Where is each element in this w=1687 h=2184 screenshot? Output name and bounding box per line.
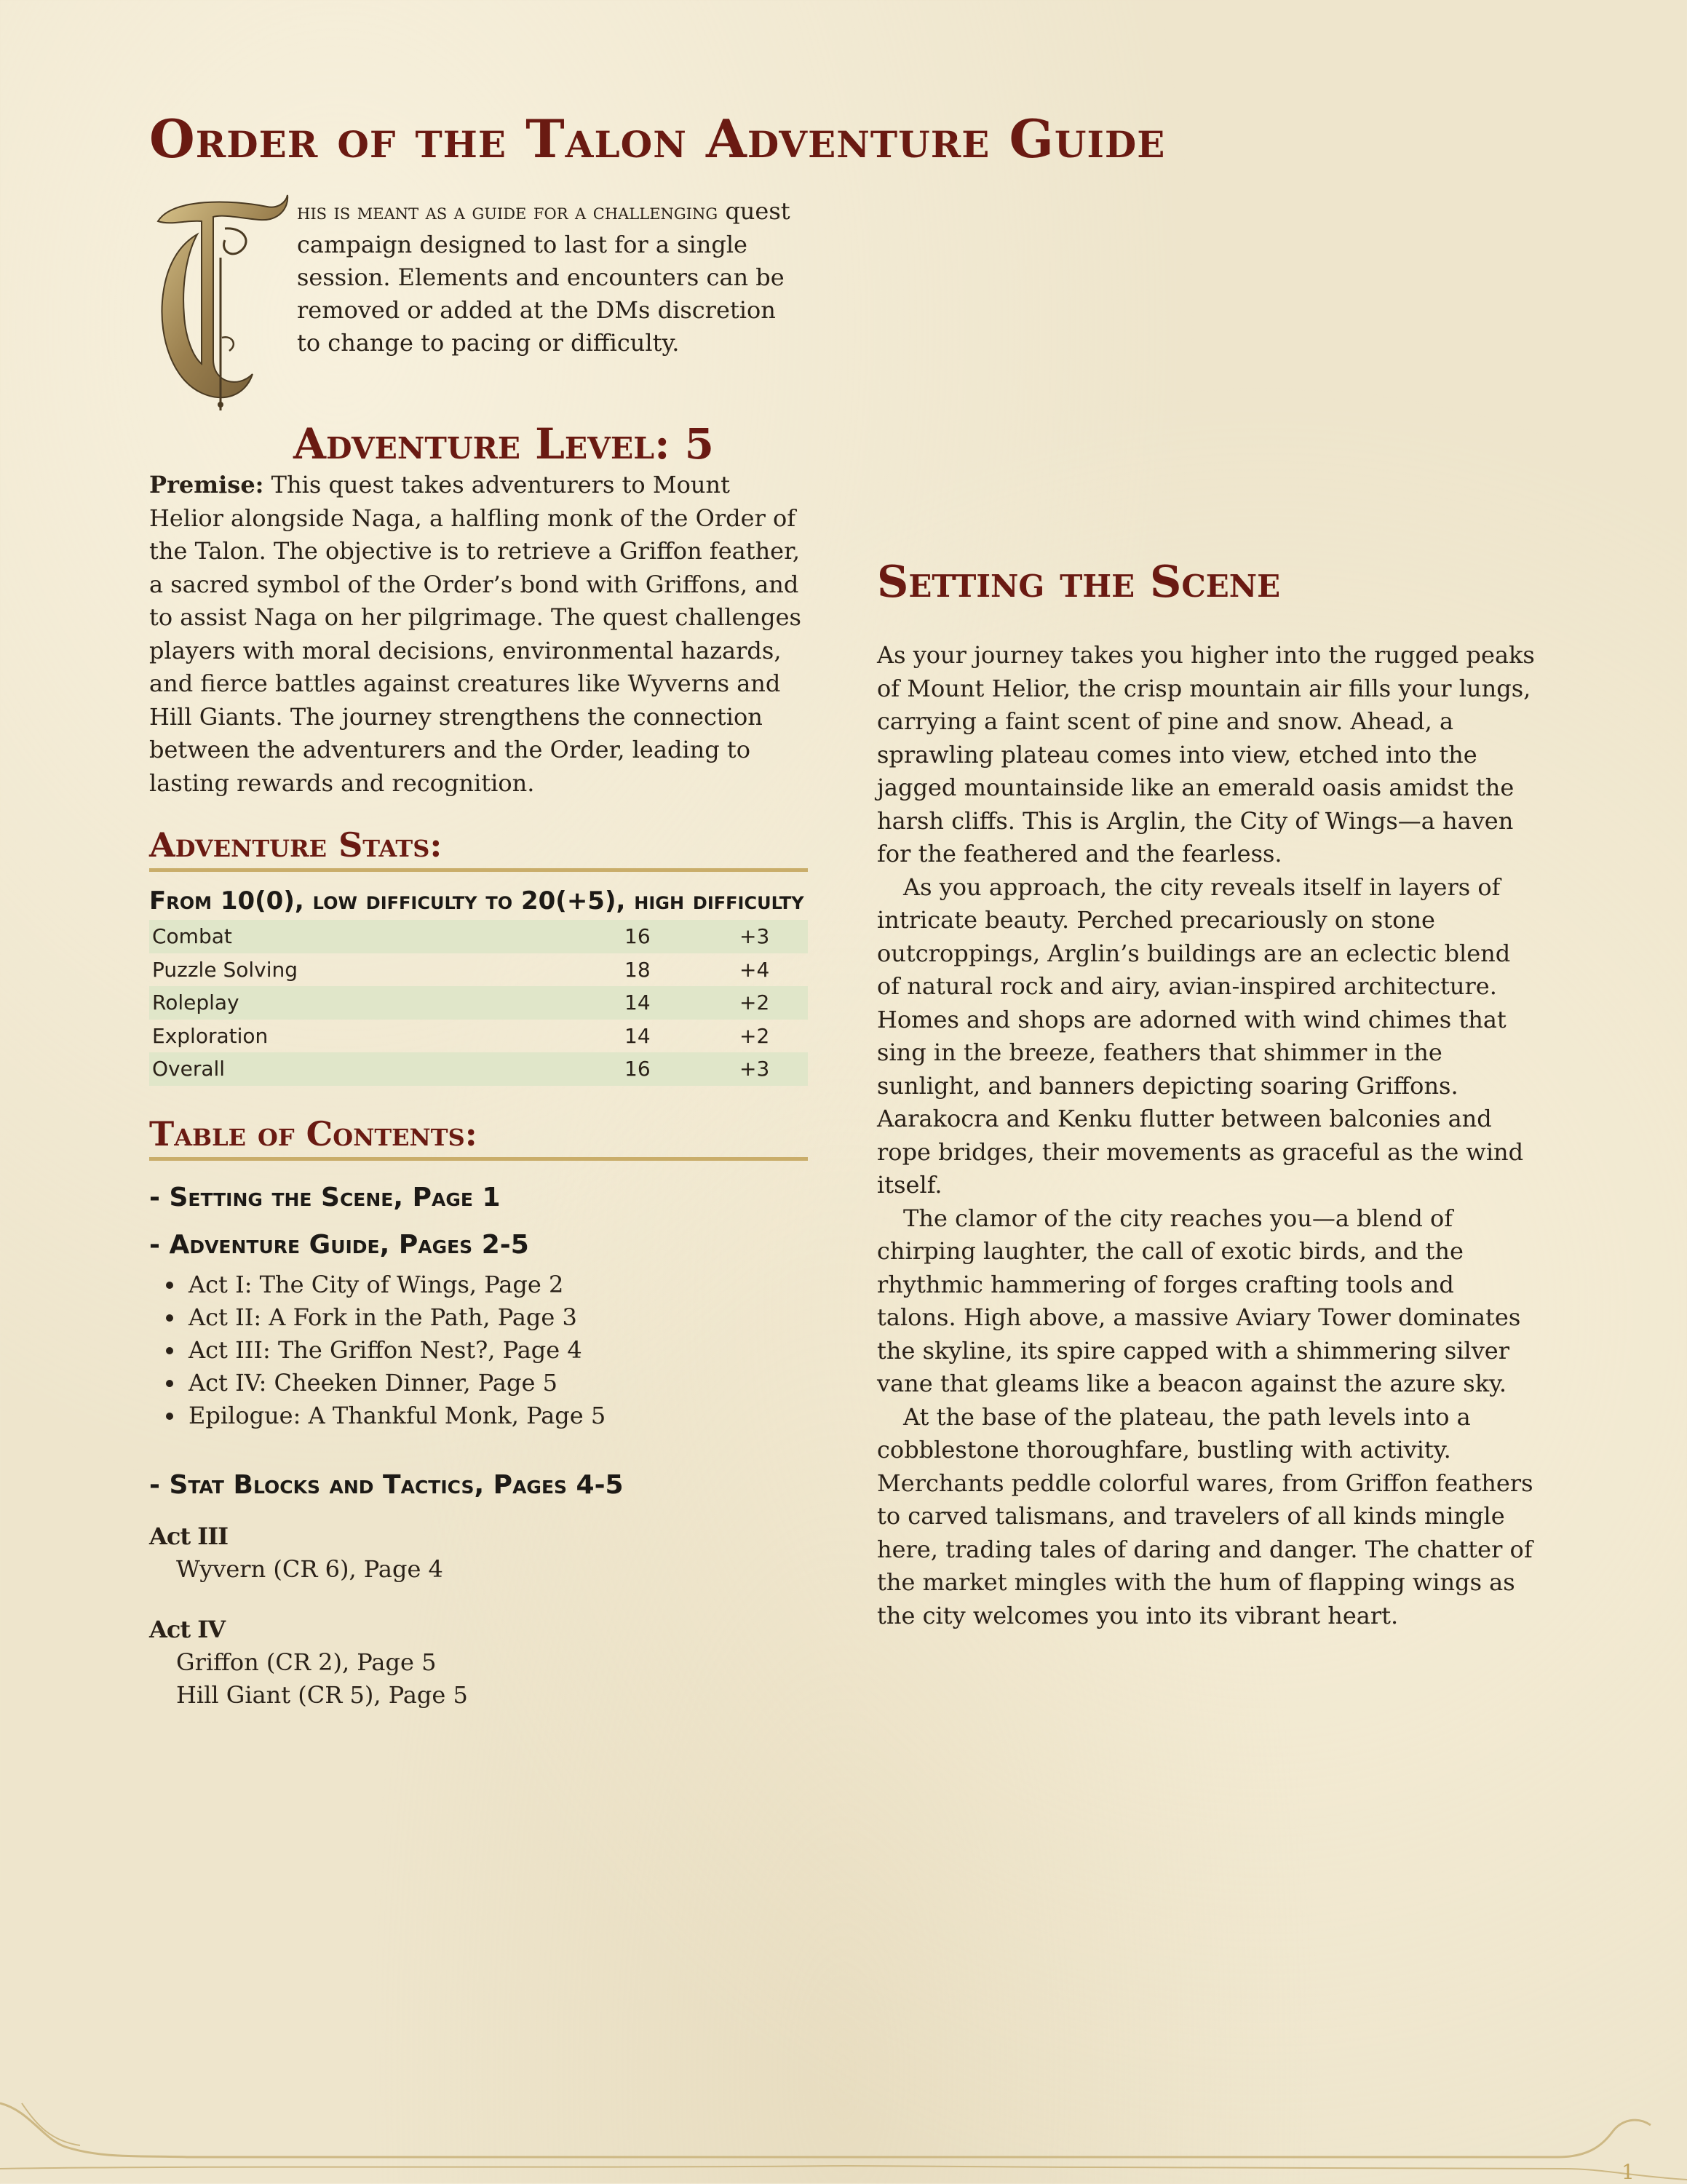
stat-modifier: +2 bbox=[737, 986, 808, 1020]
stat-modifier: +3 bbox=[737, 920, 808, 953]
setting-heading: Setting the Scene bbox=[877, 557, 1281, 608]
act4-group bbox=[149, 1613, 808, 1712]
adventure-level-heading: Adventure Level: 5 bbox=[293, 419, 715, 469]
setting-paragraph: As you approach, the city reveals itself in layers of intricate beauty. Perched precariously on stone outcroppings, Arglin’s buildings are an eclectic blend of natural rock and airy, avian-inspired architecture. Homes and shops are adorned with wind chimes that sing in the breeze, feathers that shimmer in the sunlight, and banners depicting soaring Griffons. Aarakocra and Kenku flutter between balconies and rope bridges, their movements as graceful as the wind itself. bbox=[877, 873, 1524, 1199]
stat-name: Combat bbox=[149, 920, 622, 953]
footer-flourish-icon bbox=[0, 2060, 1687, 2183]
list-item[interactable]: • Act II: A Fork in the Path, Page 3 bbox=[186, 1301, 808, 1334]
stat-name: Exploration bbox=[152, 1023, 269, 1048]
stat-score: 14 bbox=[622, 986, 737, 1020]
intro-text: quest campaign designed to last for a single session. Elements and encounters can be removed or added at the DMs discretion to change to pacing or difficulty. bbox=[297, 197, 790, 357]
premise-paragraph bbox=[149, 469, 808, 800]
stats-subheading: From 10(0), low difficulty to 20(+5), high difficulty bbox=[149, 886, 804, 916]
stat-score: 16 bbox=[622, 1052, 737, 1086]
page-number: 1 bbox=[1621, 2160, 1635, 2184]
stat-name: Overall bbox=[149, 1052, 622, 1086]
stat-score: 16 bbox=[622, 920, 737, 953]
stat-name: Puzzle Solving bbox=[152, 957, 298, 982]
toc-stat-blocks-link[interactable]: - Stat Blocks and Tactics, Pages 4-5 bbox=[149, 1469, 624, 1500]
stats-rule bbox=[149, 868, 808, 872]
stat-name: Roleplay bbox=[149, 986, 622, 1020]
act3-group bbox=[149, 1520, 808, 1586]
intro-lead: his is meant as a guide for a challenging bbox=[297, 199, 718, 225]
act3-label: Act III bbox=[149, 1522, 229, 1550]
table-row bbox=[149, 920, 808, 953]
stats-section bbox=[149, 825, 808, 1086]
setting-body bbox=[877, 639, 1536, 1632]
setting-paragraph: The clamor of the city reaches you—a blend of chirping laughter, the call of exotic birds, and the rhythmic hammering of forges crafting tools and talons. High above, a massive Aviary Tower dominates the skyline, its spire capped with a shimmering silver vane that gleams like a beacon against the azure sky. bbox=[877, 1204, 1521, 1397]
toc-setting-link[interactable]: - Setting the Scene, Page 1 bbox=[149, 1182, 501, 1212]
toc-acts-list bbox=[149, 1268, 808, 1432]
list-item[interactable]: • Epilogue: A Thankful Monk, Page 5 bbox=[186, 1399, 808, 1432]
table-row bbox=[149, 1052, 808, 1086]
toc-heading: Table of Contents: bbox=[149, 1113, 477, 1153]
act3-entry[interactable]: Wyvern (CR 6), Page 4 bbox=[176, 1554, 443, 1583]
table-row bbox=[149, 953, 808, 987]
stat-score: 14 bbox=[624, 1023, 651, 1048]
setting-paragraph: As your journey takes you higher into the rugged peaks of Mount Helior, the crisp mountain air fills your lungs, carrying a faint scent of pine and snow. Ahead, a sprawling plateau comes into view, etched into the jagged mountainside like an emerald oasis amidst the harsh cliffs. This is Arglin, the City of Wings—a haven for the feathered and the fearless. bbox=[877, 641, 1535, 867]
left-column bbox=[149, 195, 808, 1712]
list-item[interactable]: • Act I: The City of Wings, Page 2 bbox=[186, 1268, 808, 1301]
act4-label: Act IV bbox=[149, 1615, 226, 1643]
stats-table bbox=[149, 920, 808, 1086]
stat-modifier: +2 bbox=[739, 1023, 770, 1048]
premise-text: This quest takes adventurers to Mount Helior alongside Naga, a halfling monk of the Order of the Talon. The objective is to retrieve a Griffon feather, a sacred symbol of the Order’s bond with Griffons, and to assist Naga on her pilgrimage. The quest challenges players with moral decisions, environmental hazards, and fierce battles against creatures like Wyverns and Hill Giants. The journey strengthens the connection between the adventurers and the Order, leading to lasting rewards and recognition. bbox=[149, 471, 801, 797]
stat-modifier: +3 bbox=[737, 1052, 808, 1086]
intro-block bbox=[149, 195, 808, 413]
table-row bbox=[149, 1020, 808, 1053]
table-row bbox=[149, 986, 808, 1020]
act4-entry[interactable]: Griffon (CR 2), Page 5 bbox=[176, 1648, 437, 1676]
toc-rule bbox=[149, 1157, 808, 1161]
stat-score: 18 bbox=[624, 957, 651, 982]
setting-paragraph: At the base of the plateau, the path levels into a cobblestone thoroughfare, bustling with activity. Merchants peddle colorful wares, from Griffon feathers to carved talismans, and travelers of all kinds mingle here, trading tales of daring and danger. The chatter of the market mingles with the hum of flapping wings as the city welcomes you into its vibrant heart. bbox=[877, 1402, 1533, 1629]
toc-guide-link[interactable]: - Adventure Guide, Pages 2-5 bbox=[149, 1229, 529, 1260]
page-title: Order of the Talon Adventure Guide bbox=[149, 108, 1166, 170]
act4-entry[interactable]: Hill Giant (CR 5), Page 5 bbox=[176, 1680, 468, 1709]
stat-modifier: +4 bbox=[739, 957, 770, 982]
toc-section bbox=[149, 1113, 808, 1712]
drop-cap-t-icon bbox=[143, 192, 289, 410]
list-item[interactable]: • Act IV: Cheeken Dinner, Page 5 bbox=[186, 1367, 808, 1399]
intro-paragraph bbox=[297, 195, 799, 360]
premise-label: Premise: bbox=[149, 471, 264, 499]
right-column bbox=[877, 559, 1536, 1632]
list-item[interactable]: • Act III: The Griffon Nest?, Page 4 bbox=[186, 1334, 808, 1367]
stats-heading: Adventure Stats: bbox=[149, 825, 442, 865]
